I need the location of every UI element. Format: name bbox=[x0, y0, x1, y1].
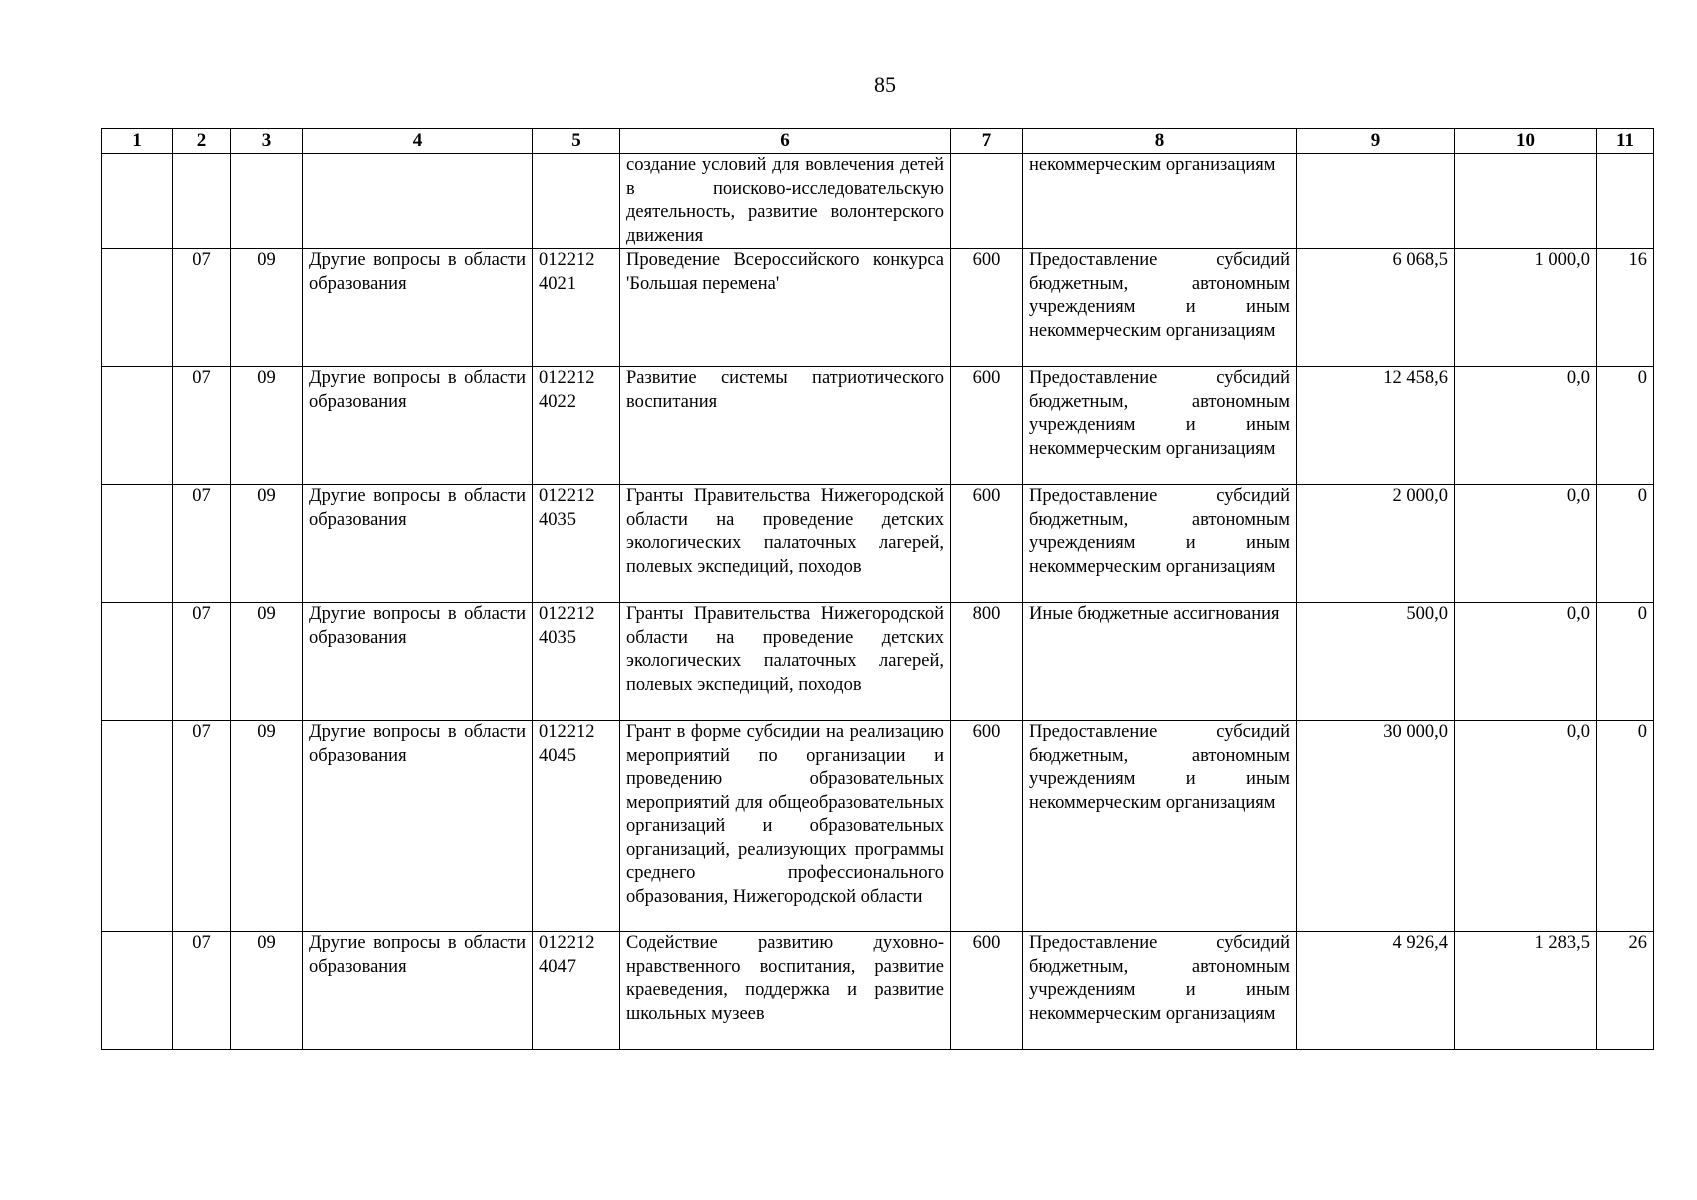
cell-subsection: 09 bbox=[231, 603, 303, 721]
table-row bbox=[102, 603, 1654, 721]
cell-percent: 26 bbox=[1597, 932, 1654, 1050]
column-header: 3 bbox=[231, 129, 303, 154]
table-row bbox=[102, 367, 1654, 485]
cell-target-code: 012212 4021 bbox=[533, 249, 620, 367]
cell-amount-federal: 1 283,5 bbox=[1455, 932, 1597, 1050]
cell-section: 07 bbox=[173, 603, 231, 721]
cell-expense-name: Предоставление субсидий бюджетным, автономным учреждениям и иным некоммерческим организациям bbox=[1023, 249, 1297, 367]
cell-expense-type: 600 bbox=[951, 932, 1023, 1050]
cell-expense-type: 600 bbox=[951, 367, 1023, 485]
column-header: 1 bbox=[102, 129, 173, 154]
cell-description: Развитие системы патриотического воспитания bbox=[620, 367, 951, 485]
cell-expense-type: 800 bbox=[951, 603, 1023, 721]
cell-section-name: Другие вопросы в области образования bbox=[303, 603, 533, 721]
budget-table bbox=[101, 128, 1654, 1050]
table-header-row bbox=[102, 129, 1654, 154]
cell-section: 07 bbox=[173, 249, 231, 367]
cell-section-name: Другие вопросы в области образования bbox=[303, 367, 533, 485]
cell-expense-type: 600 bbox=[951, 485, 1023, 603]
cell-subsection: 09 bbox=[231, 367, 303, 485]
cell-expense-type bbox=[951, 154, 1023, 249]
cell-percent: 0 bbox=[1597, 603, 1654, 721]
cell-amount-federal: 0,0 bbox=[1455, 485, 1597, 603]
cell-percent bbox=[1597, 154, 1654, 249]
cell-amount: 6 068,5 bbox=[1297, 249, 1455, 367]
cell-expense-name: Предоставление субсидий бюджетным, автономным учреждениям и иным некоммерческим организациям bbox=[1023, 932, 1297, 1050]
cell-amount-federal bbox=[1455, 154, 1597, 249]
column-header: 7 bbox=[951, 129, 1023, 154]
cell-percent: 0 bbox=[1597, 485, 1654, 603]
cell-section-name bbox=[303, 154, 533, 249]
cell-col1 bbox=[102, 603, 173, 721]
cell-amount-federal: 0,0 bbox=[1455, 603, 1597, 721]
cell-target-code: 012212 4045 bbox=[533, 721, 620, 932]
cell-target-code: 012212 4035 bbox=[533, 603, 620, 721]
table-row bbox=[102, 932, 1654, 1050]
cell-percent: 16 bbox=[1597, 249, 1654, 367]
column-header: 5 bbox=[533, 129, 620, 154]
cell-section: 07 bbox=[173, 485, 231, 603]
cell-amount: 4 926,4 bbox=[1297, 932, 1455, 1050]
cell-amount: 12 458,6 bbox=[1297, 367, 1455, 485]
cell-subsection: 09 bbox=[231, 485, 303, 603]
cell-expense-type: 600 bbox=[951, 249, 1023, 367]
cell-expense-name: Предоставление субсидий бюджетным, автономным учреждениям и иным некоммерческим организациям bbox=[1023, 721, 1297, 932]
cell-col1 bbox=[102, 249, 173, 367]
cell-expense-name: Иные бюджетные ассигнования bbox=[1023, 603, 1297, 721]
cell-subsection bbox=[231, 154, 303, 249]
column-header: 8 bbox=[1023, 129, 1297, 154]
cell-percent: 0 bbox=[1597, 721, 1654, 932]
cell-expense-name: некоммерческим организациям bbox=[1023, 154, 1297, 249]
cell-expense-name: Предоставление субсидий бюджетным, автономным учреждениям и иным некоммерческим организациям bbox=[1023, 485, 1297, 603]
cell-section-name: Другие вопросы в области образования bbox=[303, 932, 533, 1050]
cell-col1 bbox=[102, 932, 173, 1050]
cell-section-name: Другие вопросы в области образования bbox=[303, 485, 533, 603]
cell-amount-federal: 0,0 bbox=[1455, 367, 1597, 485]
cell-amount: 2 000,0 bbox=[1297, 485, 1455, 603]
cell-section bbox=[173, 154, 231, 249]
table-row bbox=[102, 154, 1654, 249]
page-number: 85 bbox=[874, 72, 896, 97]
cell-description: Гранты Правительства Нижегородской области на проведение детских экологических палаточных лагерей, полевых экспедиций, походов bbox=[620, 485, 951, 603]
column-header: 9 bbox=[1297, 129, 1455, 154]
cell-section: 07 bbox=[173, 721, 231, 932]
cell-amount-federal: 0,0 bbox=[1455, 721, 1597, 932]
cell-col1 bbox=[102, 721, 173, 932]
cell-section-name: Другие вопросы в области образования bbox=[303, 249, 533, 367]
cell-subsection: 09 bbox=[231, 932, 303, 1050]
cell-description: Гранты Правительства Нижегородской области на проведение детских экологических палаточных лагерей, полевых экспедиций, походов bbox=[620, 603, 951, 721]
cell-expense-type: 600 bbox=[951, 721, 1023, 932]
cell-target-code: 012212 4022 bbox=[533, 367, 620, 485]
cell-amount: 500,0 bbox=[1297, 603, 1455, 721]
cell-description: Проведение Всероссийского конкурса 'Большая перемена' bbox=[620, 249, 951, 367]
cell-amount-federal: 1 000,0 bbox=[1455, 249, 1597, 367]
cell-col1 bbox=[102, 367, 173, 485]
column-header: 11 bbox=[1597, 129, 1654, 154]
cell-col1 bbox=[102, 485, 173, 603]
table-row bbox=[102, 485, 1654, 603]
cell-target-code bbox=[533, 154, 620, 249]
column-header: 4 bbox=[303, 129, 533, 154]
cell-amount: 30 000,0 bbox=[1297, 721, 1455, 932]
cell-subsection: 09 bbox=[231, 721, 303, 932]
cell-subsection: 09 bbox=[231, 249, 303, 367]
cell-percent: 0 bbox=[1597, 367, 1654, 485]
cell-target-code: 012212 4047 bbox=[533, 932, 620, 1050]
cell-description: Грант в форме субсидии на реализацию мероприятий по организации и проведению образовательных мероприятий для общеобразовательных организаций и образовательных организаций, реализующих программы среднего профессионального образования, Нижегородской области bbox=[620, 721, 951, 932]
column-header: 2 bbox=[173, 129, 231, 154]
cell-section: 07 bbox=[173, 367, 231, 485]
cell-amount bbox=[1297, 154, 1455, 249]
column-header: 10 bbox=[1455, 129, 1597, 154]
table-row bbox=[102, 249, 1654, 367]
cell-description: Содействие развитию духовно-нравственного воспитания, развитие краеведения, поддержка и развитие школьных музеев bbox=[620, 932, 951, 1050]
column-header: 6 bbox=[620, 129, 951, 154]
cell-section: 07 bbox=[173, 932, 231, 1050]
cell-expense-name: Предоставление субсидий бюджетным, автономным учреждениям и иным некоммерческим организациям bbox=[1023, 367, 1297, 485]
cell-col1 bbox=[102, 154, 173, 249]
cell-section-name: Другие вопросы в области образования bbox=[303, 721, 533, 932]
table-row bbox=[102, 721, 1654, 932]
cell-description: создание условий для вовлечения детей в поисково-исследовательскую деятельность, развитие волонтерского движения bbox=[620, 154, 951, 249]
cell-target-code: 012212 4035 bbox=[533, 485, 620, 603]
